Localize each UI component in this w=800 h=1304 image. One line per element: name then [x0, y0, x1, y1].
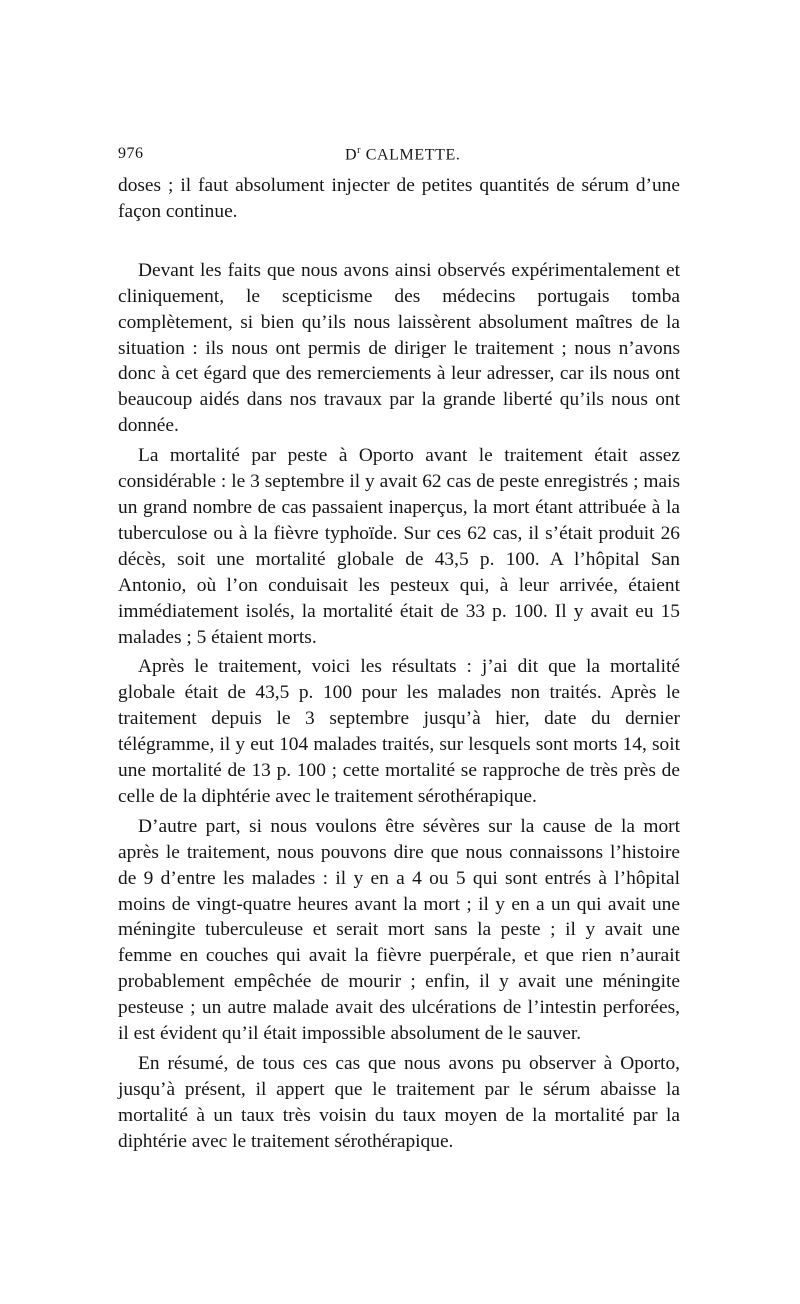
paragraph: Devant les faits que nous avons ainsi observés expérimentalement et cliniquement, le scepticisme des médecins portugais tomba complètement, si bien qu’ils nous laissèrent absolument maîtres de la situation : ils nous ont permis de diriger le traitement ; nous n’avons donc à cet égard que des remerciements à leur adresser, car ils nous ont beaucoup aidés dans nos travaux par la grande liberté qu’ils nous ont donnée.: [118, 259, 680, 437]
paragraph-continued: doses ; il faut absolument injecter de petites quantités de sérum d’une façon continue.: [118, 175, 680, 222]
body-text: [118, 173, 680, 1155]
paragraph: En résumé, de tous ces cas que nous avons pu observer à Oporto, jusqu’à présent, il appert que le traitement par le sérum abaisse la mortalité à un taux très voisin du taux moyen de la mortalité par la diphtérie avec le traitement sérothérapique.: [118, 1053, 680, 1152]
author-prefix: D: [345, 146, 358, 164]
paragraph: La mortalité par peste à Oporto avant le traitement était assez considérable : le 3 septembre il y avait 62 cas de peste enregistrés ; mais un grand nombre de cas passaient inaperçus, la mort étant attribuée à la tuberculose ou à la fièvre typhoïde. Sur ces 62 cas, il s’était produit 26 décès, soit une mortalité globale de 43,5 p. 100. A l’hôpital San Antonio, où l’on conduisait les pesteux qui, à leur arrivée, étaient immédiatement isolés, la mortalité était de 33 p. 100. Il y avait eu 15 malades ; 5 étaient morts.: [118, 445, 680, 648]
paragraph: Après le traitement, voici les résultats : j’ai dit que la mortalité globale était de 43,5 p. 100 pour les malades non traités. Après le traitement depuis le 3 septembre jusqu’à hier, date du dernier télégramme, il y eut 104 malades traités, sur lesquels sont morts 14, soit une mortalité de 13 p. 100 ; cette mortalité se rapproche de très près de celle de la diphtérie avec le traitement sérothérapique.: [118, 656, 680, 807]
running-head: [118, 143, 680, 173]
page-number: 976: [118, 145, 144, 162]
book-page: [118, 143, 680, 1155]
running-title: [345, 145, 460, 164]
author-name: CALMETTE.: [361, 146, 461, 164]
paragraph: D’autre part, si nous voulons être sévères sur la cause de la mort après le traitement, nous pouvons dire que nous connaissons l’histoire de 9 d’entre les malades : il y en a 4 ou 5 qui sont entrés à l’hôpital moins de vingt-quatre heures avant la mort ; il y en a un qui avait une méningite tuberculeuse et serait mort sans la peste ; il y avait une femme en couches qui avait la fièvre puerpérale, et que rien n’aurait probablement empêchée de mourir ; enfin, il y avait une méningite pesteuse ; un autre malade avait des ulcérations de l’intestin perforées, il est évident qu’il était impossible absolument de le sauver.: [118, 815, 680, 1045]
author-superscript: r: [357, 145, 362, 156]
